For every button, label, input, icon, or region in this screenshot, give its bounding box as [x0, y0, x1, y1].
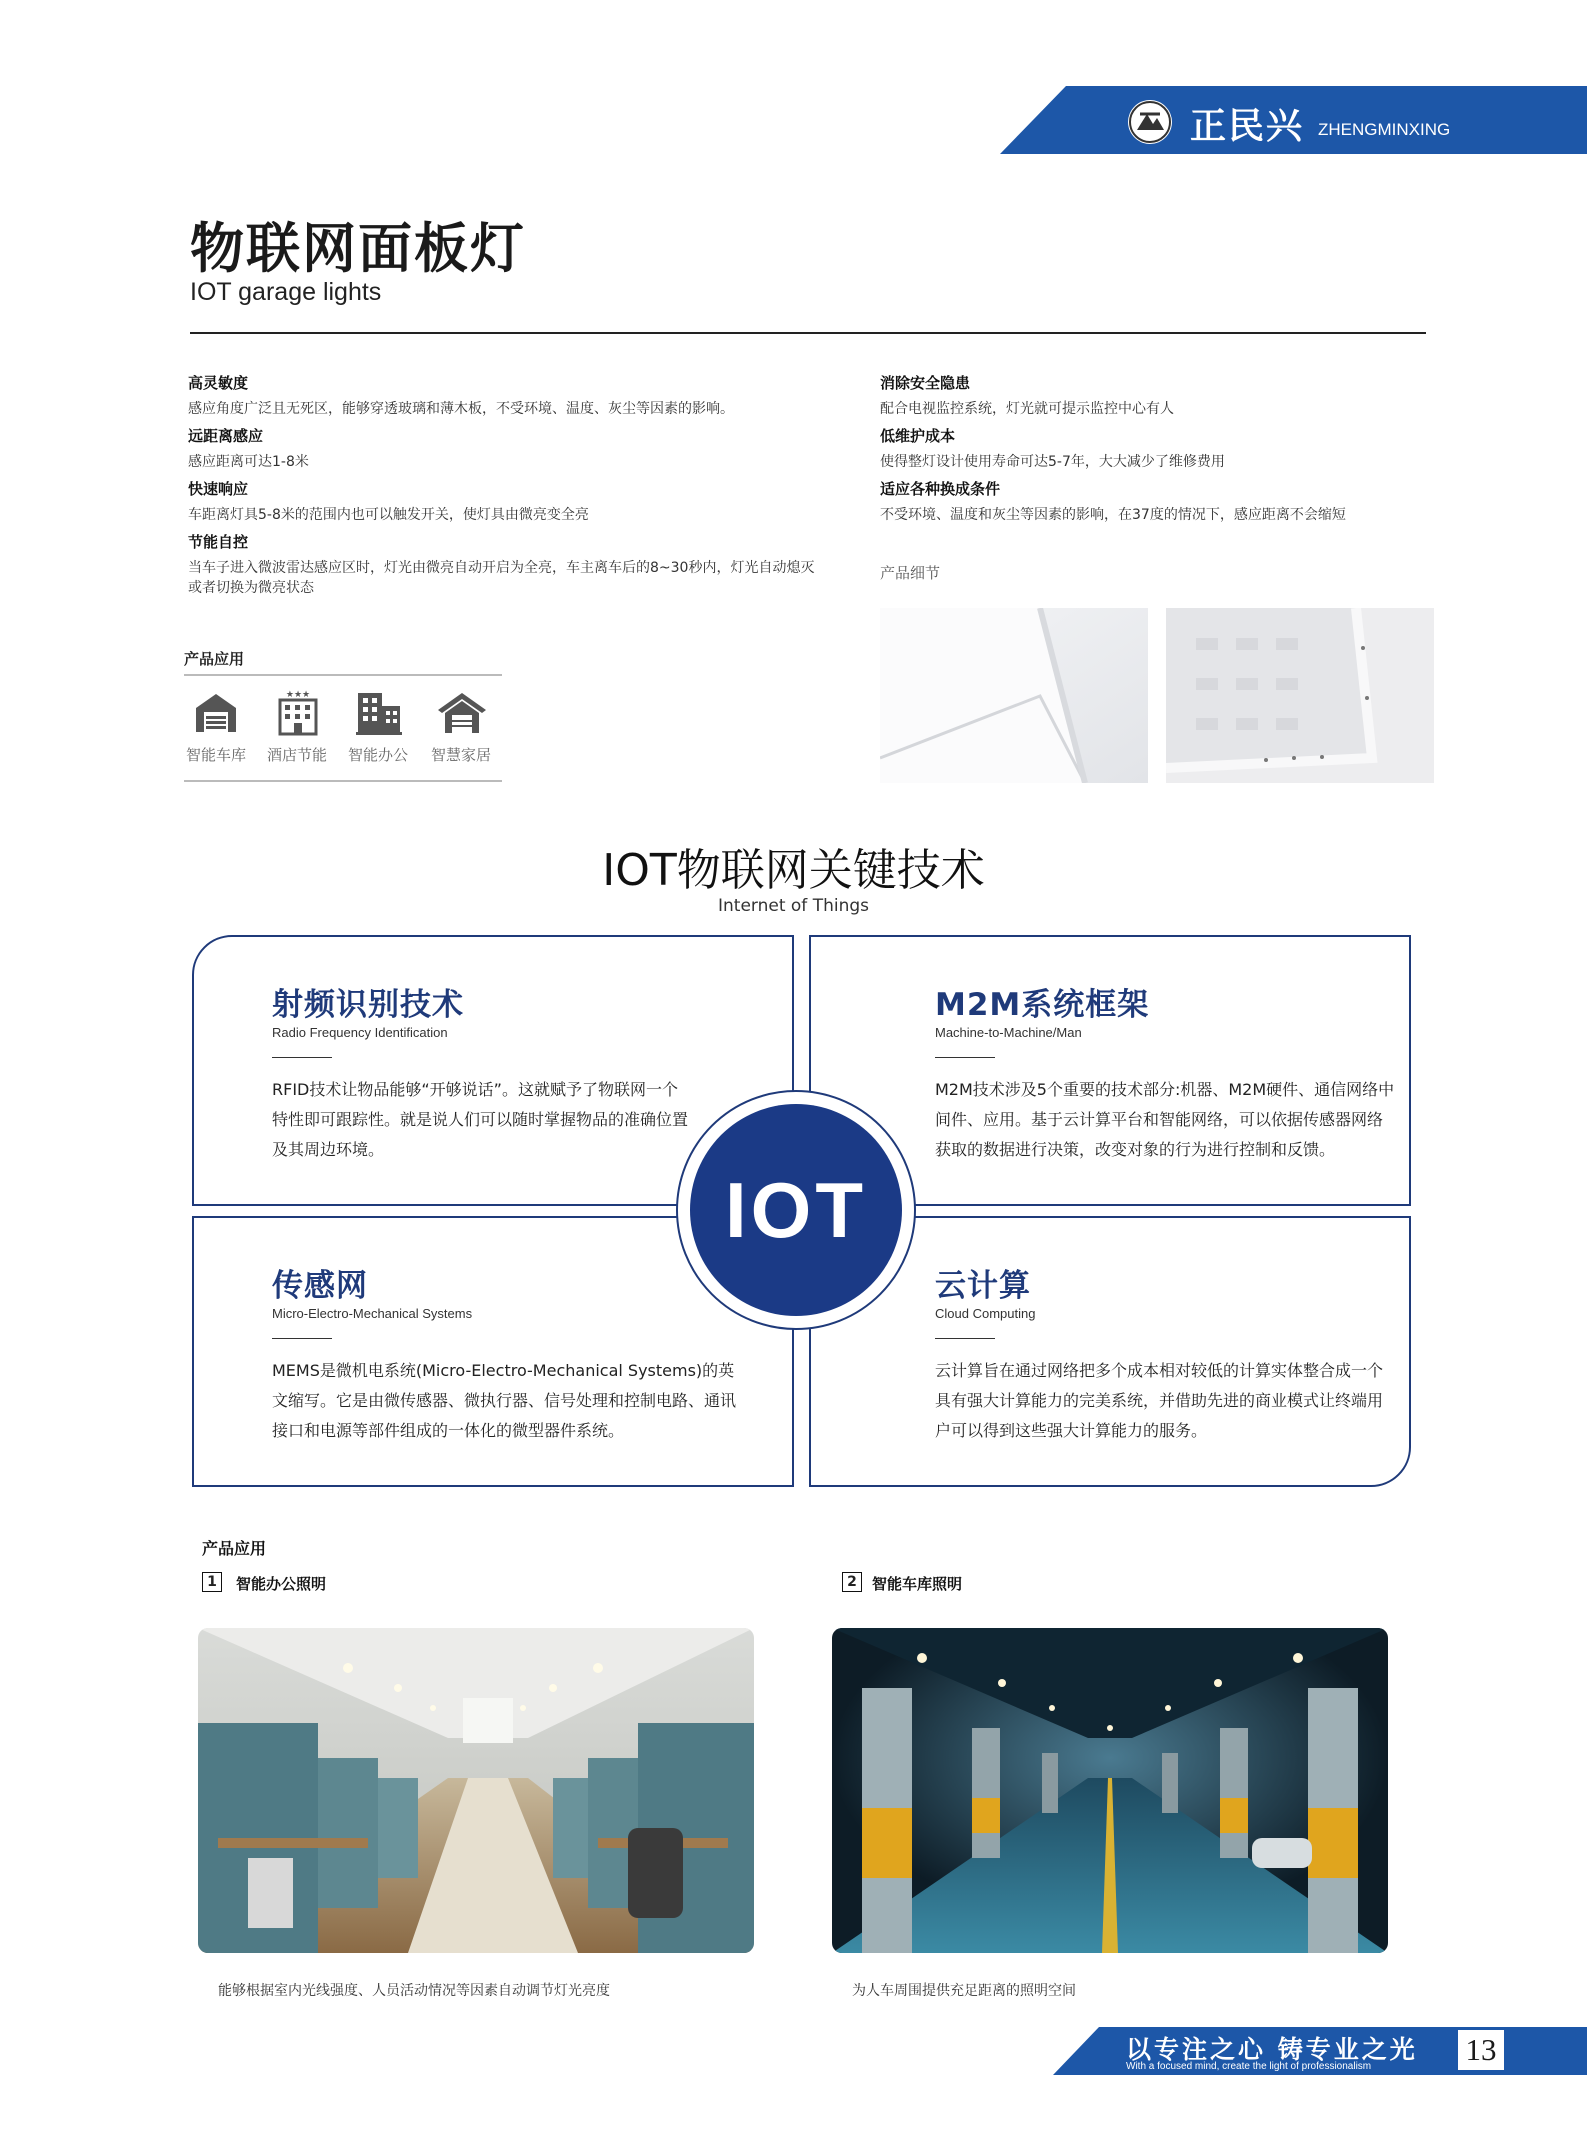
- office-lighting-caption: 能够根据室内光线强度、人员活动情况等因素自动调节灯光亮度: [218, 1983, 610, 1999]
- card-text: RFID技术让物品能够“开够说话”。这就赋予了物联网一个特性即可跟踪性。就是说人们可以随时掌握物品的准确位置及其周边环境。: [272, 1080, 689, 1159]
- product-application-label: 产品应用: [202, 1539, 267, 1558]
- card-title: 云计算: [935, 1268, 1031, 1304]
- smart-home-icon: [436, 690, 482, 736]
- feature-title: 快速响应: [188, 480, 249, 498]
- card-title: 传感网: [272, 1268, 368, 1304]
- card-divider: [272, 1338, 332, 1339]
- feature-text: 不受环境、温度和灰尘等因素的影响，在37度的情况下，感应距离不会缩短: [880, 507, 1346, 523]
- applications-label: 产品应用: [184, 650, 245, 668]
- card-subtitle: Radio Frequency Identification: [272, 1025, 448, 1040]
- iot-section-subtitle: Internet of Things: [718, 896, 869, 916]
- garage-lighting-photo: [832, 1628, 1388, 1953]
- panel-detail-image-2: [1166, 608, 1434, 783]
- application-name: 酒店节能: [266, 746, 327, 764]
- brand-name-en: ZHENGMINXING: [1318, 120, 1451, 139]
- panel-detail-image-1: [880, 608, 1148, 783]
- garage-icon: [193, 690, 239, 736]
- feature-title: 消除安全隐患: [880, 374, 971, 392]
- feature-text: 当车子进入微波雷达感应区时，灯光由微亮自动开启为全亮，车主离车后的8~30秒内，灯光自动熄灭或者切换为微亮状态: [188, 560, 815, 596]
- footer-slogan-cn: 以专注之心 铸专业之光: [1126, 2035, 1418, 2064]
- section-number-2: 2: [842, 1572, 862, 1592]
- feature-title: 低维护成本: [880, 427, 956, 445]
- iot-center-badge: IOT: [690, 1104, 902, 1316]
- feature-title: 适应各种换成条件: [880, 480, 1001, 498]
- feature-text: 感应距离可达1-8米: [188, 454, 309, 470]
- card-divider: [935, 1338, 995, 1339]
- application-name: 智能办公: [347, 746, 408, 764]
- brand-name-cn: 正民兴: [1190, 106, 1305, 147]
- page-number: 13: [1458, 2030, 1504, 2070]
- title-divider: [190, 332, 1426, 334]
- svg-text:★★★: ★★★: [285, 690, 311, 700]
- card-title: M2M系统框架: [935, 987, 1150, 1023]
- card-divider: [935, 1057, 995, 1058]
- feature-text: 感应角度广泛且无死区，能够穿透玻璃和薄木板，不受环境、温度、灰尘等因素的影响。: [188, 401, 734, 417]
- card-divider: [272, 1057, 332, 1058]
- brand-logo-icon: [1128, 100, 1172, 144]
- office-building-icon: [355, 690, 401, 736]
- feature-title: 远距离感应: [188, 427, 264, 445]
- applications-top-rule: [184, 674, 502, 676]
- page-title: 物联网面板灯: [190, 217, 526, 280]
- application-name: 智慧家居: [430, 746, 491, 764]
- card-subtitle: Cloud Computing: [935, 1306, 1036, 1321]
- garage-lighting-caption: 为人车周围提供充足距离的照明空间: [852, 1983, 1076, 1999]
- footer-slogan-en: With a focused mind, create the light of professionalism: [1126, 2061, 1372, 2072]
- office-lighting-title: 智能办公照明: [236, 1575, 327, 1593]
- feature-text: 使得整灯设计使用寿命可达5-7年，大大减少了维修费用: [880, 454, 1225, 470]
- office-lighting-photo: [198, 1628, 754, 1953]
- card-subtitle: Machine-to-Machine/Man: [935, 1025, 1082, 1040]
- applications-bottom-rule: [184, 780, 502, 782]
- page-subtitle: IOT garage lights: [190, 278, 382, 306]
- card-subtitle: Micro-Electro-Mechanical Systems: [272, 1306, 473, 1321]
- feature-text: 车距离灯具5-8米的范围内也可以触发开关，使灯具由微亮变全亮: [188, 507, 589, 523]
- application-name: 智能车库: [185, 746, 246, 764]
- product-details-label: 产品细节: [880, 564, 941, 582]
- feature-text: 配合电视监控系统，灯光就可提示监控中心有人: [880, 401, 1174, 417]
- feature-title: 节能自控: [188, 533, 249, 551]
- card-text: M2M技术涉及5个重要的技术部分:机器、M2M硬件、通信网络中间件、应用。基于云计算平台和智能网络，可以依据传感器网络获取的数据进行决策，改变对象的行为进行控制和反馈。: [935, 1080, 1395, 1159]
- garage-lighting-title: 智能车库照明: [872, 1575, 963, 1593]
- section-number-1: 1: [202, 1572, 222, 1592]
- features-left: [188, 372, 848, 598]
- card-text: MEMS是微机电系统(Micro-Electro-Mechanical Systems)的英文缩写。它是由微传感器、微执行器、信号处理和控制电路、通讯接口和电源等部件组成的一体化的微型器件系统。: [272, 1361, 737, 1440]
- card-text: 云计算旨在通过网络把多个成本相对较低的计算实体整合成一个具有强大计算能力的完美系统，并借助先进的商业模式让终端用户可以得到这些强大计算能力的服务。: [935, 1361, 1384, 1440]
- card-title: 射频识别技术: [272, 987, 464, 1023]
- hotel-icon: [275, 688, 321, 734]
- features-right: [880, 372, 1440, 525]
- feature-title: 高灵敏度: [188, 374, 249, 392]
- iot-section-title: IOT物联网关键技术: [602, 845, 985, 896]
